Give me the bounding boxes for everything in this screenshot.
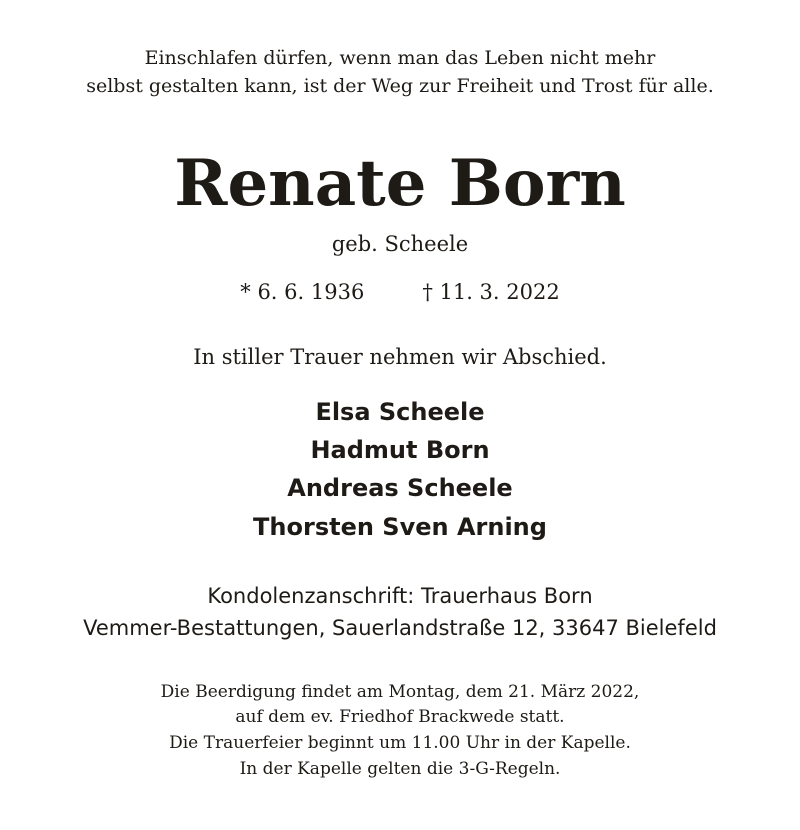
life-dates <box>0 277 800 307</box>
funeral-info-line: Die Beerdigung findet am Montag, dem 21. März 2022, <box>160 682 640 702</box>
motto-line-2: selbst gestalten kann, ist der Weg zur Freiheit und Trost für alle. <box>86 75 714 97</box>
mourner-name: Elsa Scheele <box>315 398 485 426</box>
mourner-name: Andreas Scheele <box>287 474 513 502</box>
funeral-info-line: Die Trauerfeier beginnt um 11.00 Uhr in der Kapelle. <box>169 733 631 753</box>
death-date: † 11. 3. 2022 <box>422 280 560 304</box>
motto-line-1: Einschlafen dürfen, wenn man das Leben nicht mehr <box>144 47 656 69</box>
deceased-name: Renate Born <box>174 146 626 221</box>
mourner-name: Thorsten Sven Arning <box>253 513 547 541</box>
condolence-address-line-2: Vemmer-Bestattungen, Sauerlandstraße 12, 33647 Bielefeld <box>83 616 717 640</box>
birth-name: geb. Scheele <box>331 232 469 256</box>
mourner-name: Hadmut Born <box>310 436 490 464</box>
condolence-address-line-1: Kondolenzanschrift: Trauerhaus Born <box>207 584 593 608</box>
funeral-info-line: In der Kapelle gelten die 3-G-Regeln. <box>239 759 561 779</box>
birth-date: * 6. 6. 1936 <box>240 280 365 304</box>
farewell-text: In stiller Trauer nehmen wir Abschied. <box>193 345 607 369</box>
funeral-info-line: auf dem ev. Friedhof Brackwede statt. <box>235 707 565 727</box>
